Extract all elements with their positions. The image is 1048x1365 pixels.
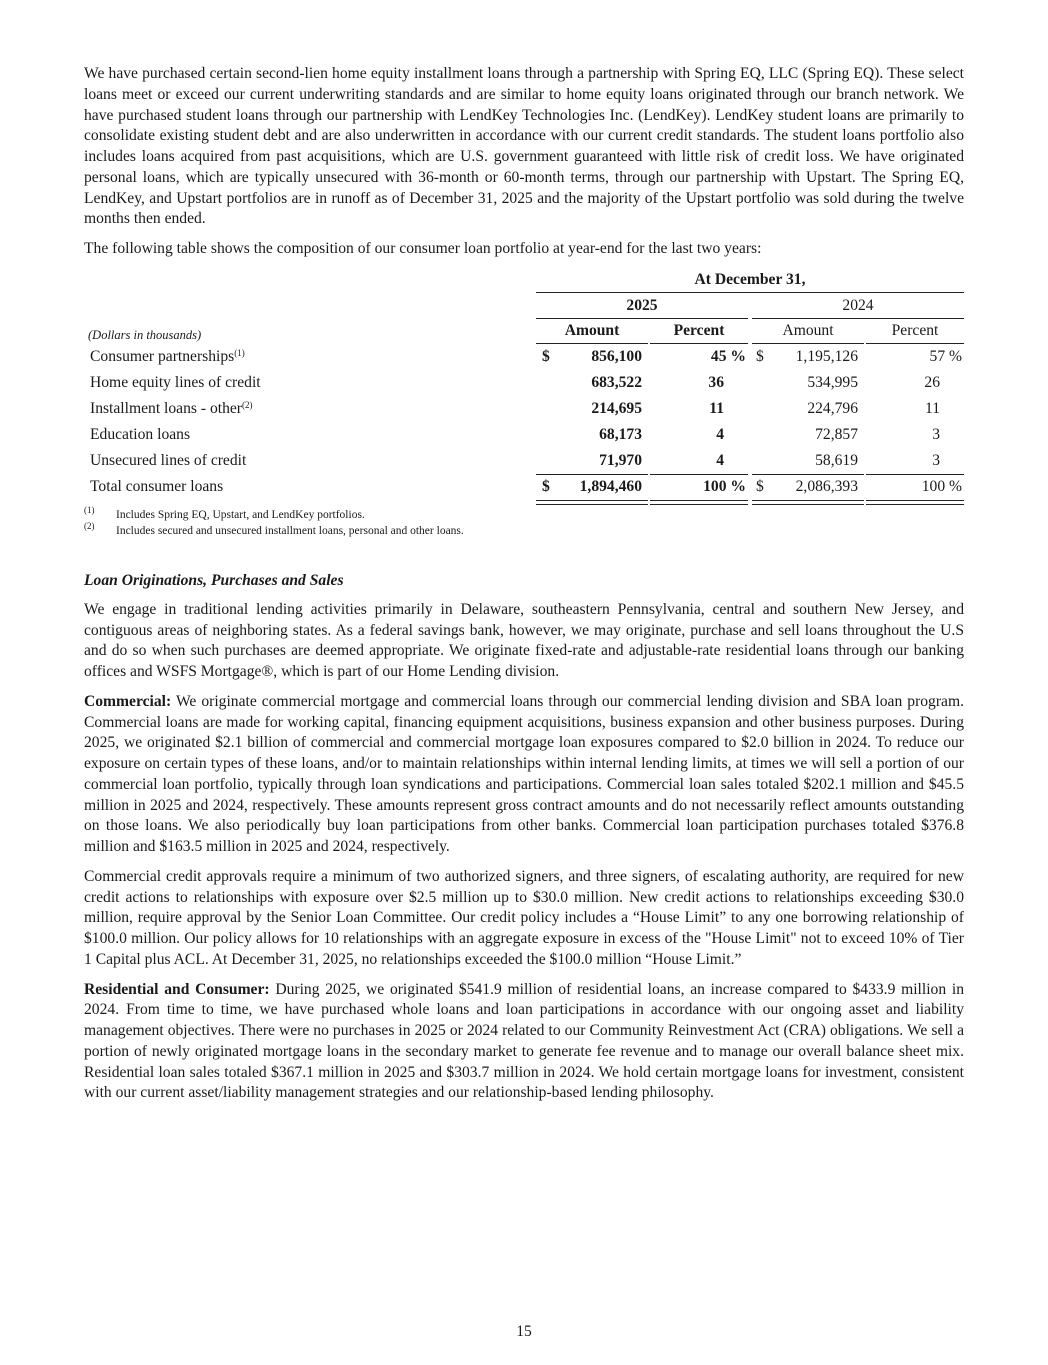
credit-approvals-paragraph: Commercial credit approvals require a minimum of two authorized signers, and three signers, of escalating authority, are required for new credit actions to relationships with exposure over $2.5 million up to $30.0 million. New credit actions to relationships exceeding $30.0 million, require approval by the Senior Loan Committee. Our credit policy includes a “House Limit” to any one borrowing relationship of $100.0 million. Our policy allows for 10 relationships with an aggregate exposure in excess of the "House Limit" not to exceed 10% of Tier 1 Capital plus ACL. At December 31, 2025, no relationships exceeded the $100.0 million “House Limit.”: [84, 867, 964, 968]
units-label: (Dollars in thousands): [88, 327, 202, 342]
residential-lead: Residential and Consumer:: [84, 980, 270, 998]
currency-2024: $: [756, 347, 764, 365]
commercial-lead: Commercial:: [84, 692, 172, 710]
amount-2024: 58,619: [815, 451, 858, 469]
amount-2025: 683,522: [591, 373, 642, 391]
percent-2025: 36: [708, 373, 724, 391]
row-label: Unsecured lines of credit: [90, 451, 247, 469]
amount-2024: 1,195,126: [795, 347, 858, 365]
percent-2025: 4: [716, 451, 724, 469]
percent-2024-header: Percent: [891, 321, 939, 339]
footnote-1: $^{(1)}$ Includes Spring EQ, Upstart, and LendKey portfolios.: [84, 504, 365, 521]
table-intro-paragraph: The following table shows the composition of our consumer loan portfolio at year-end for the last two years:: [84, 240, 762, 257]
rule: [866, 474, 964, 475]
percent-2024: 3: [932, 425, 940, 443]
year-2024-header: 2024: [842, 296, 874, 314]
rule: [752, 474, 864, 475]
percent-2024: 11: [924, 399, 940, 417]
amount-2025-header: Amount: [564, 321, 620, 339]
rule: [752, 343, 864, 344]
amount-2025: 1,894,460: [579, 477, 642, 495]
percent-2025-header: Percent: [673, 321, 725, 339]
amount-2025: 856,100: [591, 347, 642, 365]
rule: [866, 343, 964, 344]
amount-2024: 534,995: [807, 373, 858, 391]
rule: [650, 474, 748, 475]
amount-2025: 68,173: [599, 425, 642, 443]
double-rule: [650, 500, 748, 505]
commercial-paragraph: Commercial: We originate commercial mortgage and commercial loans through our commercial lending division and SBA loan program. Commercial loans are made for working capital, financing equipment acquisitions, business expansion and other business purposes. During 2025, we originated $2.1 billion of commercial and commercial mortgage loan exposures compared to $2.0 billion in 2024. To reduce our exposure on certain types of these loans, and/or to maintain relationships within internal lending limits, at times we will sell a portion of our commercial loan portfolio, typically through loan syndications and participations. Commercial loan sales totaled $202.1 million and $45.5 million in 2025 and 2024, respectively. These amounts represent gross contract amounts and do not necessarily reflect amounts outstanding on those loans. We also periodically buy loan participations from other banks. Commercial loan participation purchases totaled $376.8 million and $163.5 million in 2025 and 2024, respectively.: [84, 692, 964, 855]
row-label: Total consumer loans: [90, 477, 224, 495]
rule: [650, 343, 748, 344]
residential-paragraph: Residential and Consumer: During 2025, we originated $541.9 million of residential loans, an increase compared to $433.9 million in 2024. From time to time, we have purchased whole loans and loan participations in accordance with our ongoing asset and liability management objectives. There were no purchases in 2025 or 2024 related to our Community Reinvestment Act (CRA) obligations. We sell a portion of newly originated mortgage loans in the secondary market to generate fee revenue and to manage our overall balance sheet mix. Residential loan sales totaled $367.1 million in 2025 and $303.7 million in 2024. We hold certain mortgage loans for investment, consistent with our current asset/liability management strategies and our relationship-based lending philosophy.: [84, 980, 964, 1102]
double-rule: [536, 500, 648, 505]
row-label: Consumer partnerships$^{(1)}$: [90, 347, 245, 365]
originations-paragraph: We engage in traditional lending activities primarily in Delaware, southeastern Pennsylvania, central and southern New Jersey, and contiguous areas of neighboring states. As a federal savings bank, however, we may originate, purchase and sell loans throughout the U.S and do so when such purchases are deemed appropriate. We originate fixed-rate and adjustable-rate residential loans through our banking offices and WSFS Mortgage®, which is part of our Home Lending division.: [84, 600, 964, 680]
intro-paragraph: We have purchased certain second-lien home equity installment loans through a partnership with Spring EQ, LLC (Spring EQ). These select loans meet or exceed our current underwriting standards and are similar to home equity loans originated through our branch network. We have purchased student loans through our partnership with LendKey Technologies Inc. (LendKey). LendKey student loans are primarily to consolidate existing student debt and are also underwritten in accordance with our current credit standards. The student loans portfolio also includes loans acquired from past acquisitions, which are U.S. government guaranteed with little risk of credit loss. We have originated personal loans, which are typically unsecured with 36-month or 60-month terms, through our partnership with Upstart. The Spring EQ, LendKey, and Upstart portfolios are in runoff as of December 31, 2025 and the majority of the Upstart portfolio was sold during the twelve months then ended.: [84, 65, 964, 228]
amount-2025: 214,695: [591, 399, 642, 417]
consumer-loan-table: [84, 270, 964, 535]
percent-2025: 11: [709, 399, 724, 417]
table-header-group: At December 31,: [694, 270, 806, 288]
amount-2025: 71,970: [599, 451, 642, 469]
currency-2025: $: [542, 347, 550, 365]
currency-2024: $: [756, 477, 764, 495]
footnote-2: $^{(2)}$ Includes secured and unsecured installment loans, personal and other loans.: [84, 520, 464, 537]
document-page: [84, 64, 964, 1104]
rule: [536, 474, 648, 475]
percent-2025: 4: [716, 425, 724, 443]
amount-2024-header: Amount: [782, 321, 834, 339]
row-label: Installment loans - other$^{(2)}$: [90, 399, 253, 417]
double-rule: [752, 500, 864, 505]
row-label: Education loans: [90, 425, 191, 443]
percent-2024: 100 %: [921, 477, 962, 495]
rule: [536, 343, 648, 344]
percent-2024: 57 %: [929, 347, 962, 365]
percent-2025: 45 %: [710, 347, 746, 365]
amount-2024: 2,086,393: [795, 477, 858, 495]
page-number: 15: [516, 1323, 532, 1340]
year-2025-header: 2025: [626, 296, 658, 314]
row-label: Home equity lines of credit: [90, 373, 261, 391]
rule: [536, 318, 748, 319]
currency-2025: $: [542, 477, 550, 495]
percent-2024: 26: [924, 373, 940, 391]
amount-2024: 72,857: [815, 425, 858, 443]
percent-2025: 100 %: [703, 477, 746, 495]
rule: [752, 318, 964, 319]
percent-2024: 3: [932, 451, 940, 469]
rule: [536, 292, 964, 293]
section-heading: Loan Originations, Purchases and Sales: [84, 571, 344, 589]
double-rule: [866, 500, 964, 505]
amount-2024: 224,796: [807, 399, 858, 417]
